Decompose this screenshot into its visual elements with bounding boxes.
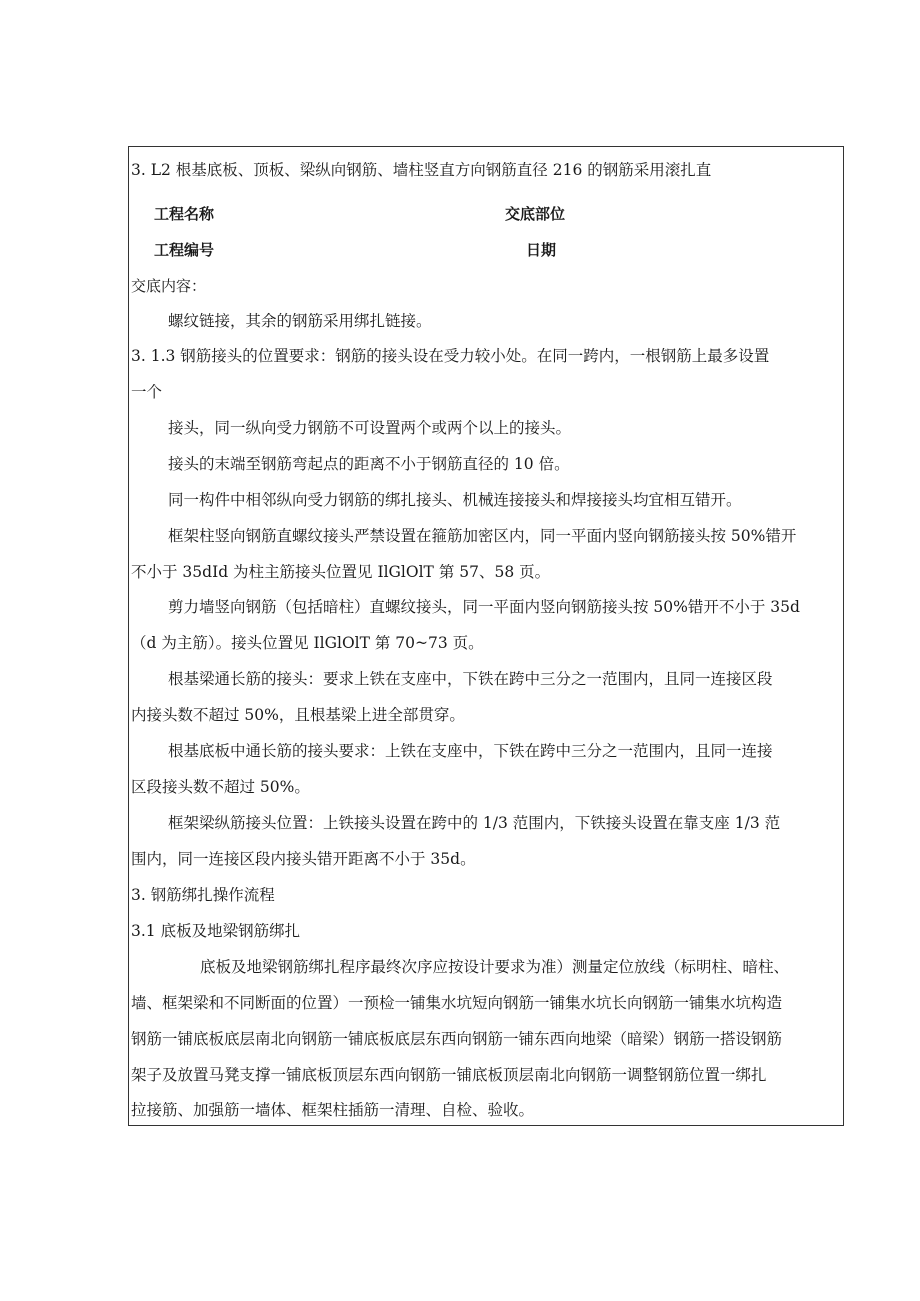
project-name-label: 工程名称: [154, 205, 215, 223]
body-line: 接头，同一纵向受力钢筋不可设置两个或两个以上的接头。: [168, 419, 572, 437]
body-line: 拉接筋、加强筋一墙体、框架柱插筋一清理、自检、验收。: [131, 1101, 535, 1119]
body-line: 螺纹链接，其余的钢筋采用绑扎链接。: [168, 312, 432, 330]
section-heading: 3. 钢筋绑扎操作流程: [131, 886, 275, 904]
handover-part-label: 交底部位: [505, 205, 566, 223]
body-line: 剪力墙竖向钢筋（包括暗柱）直螺纹接头，同一平面内竖向钢筋接头按 50%错开不小于 35d: [168, 598, 800, 616]
body-line: 架子及放置马凳支撑一铺底板顶层东西向钢筋一铺底板顶层南北向钢筋一调整钢筋位置一绑扎: [131, 1066, 767, 1084]
project-code-label: 工程编号: [154, 241, 215, 259]
body-line: 接头的末端至钢筋弯起点的距离不小于钢筋直径的 10 倍。: [168, 455, 570, 473]
body-line: 墙、框架梁和不同断面的位置）一预检一铺集水坑短向钢筋一铺集水坑长向钢筋一铺集水坑构造: [131, 994, 783, 1012]
subsection-heading: 3.1 底板及地梁钢筋绑扎: [131, 922, 301, 940]
intro-line: 3. L2 根基底板、顶板、梁纵向钢筋、墙柱竖直方向钢筋直径 216 的钢筋采用滚扎直: [131, 161, 712, 179]
body-line: 区段接头数不超过 50%。: [131, 778, 310, 796]
body-line: 钢筋一铺底板底层南北向钢筋一铺底板底层东西向钢筋一铺东西向地梁（暗梁）钢筋一搭设钢筋: [131, 1030, 783, 1048]
body-line: 围内，同一连接区段内接头错开距离不小于 35d。: [131, 850, 476, 868]
body-line: 同一构件中相邻纵向受力钢筋的绑扎接头、机械连接接头和焊接接头均宜相互错开。: [168, 491, 742, 509]
body-line: 框架柱竖向钢筋直螺纹接头严禁设置在箍筋加密区内，同一平面内竖向钢筋接头按 50%错开: [168, 527, 797, 545]
body-line: 一个: [131, 383, 163, 401]
body-line: 根基梁通长筋的接头：要求上铁在支座中，下铁在跨中三分之一范围内，且同一连接区段: [168, 670, 773, 688]
date-label: 日期: [526, 241, 557, 259]
body-line: 不小于 35dId 为柱主筋接头位置见 IlGlOlT 第 57、58 页。: [131, 563, 551, 581]
body-line: 内接头数不超过 50%，且根基梁上进全部贯穿。: [131, 706, 465, 724]
body-line: （d 为主筋）。接头位置见 IlGlOlT 第 70~73 页。: [131, 634, 484, 652]
body-line: 3. 1.3 钢筋接头的位置要求：钢筋的接头设在受力较小处。在同一跨内，一根钢筋上最多设置: [131, 347, 770, 365]
content-label: 交底内容：: [131, 277, 207, 295]
body-line: 框架梁纵筋接头位置：上铁接头设置在跨中的 1/3 范围内，下铁接头设置在靠支座 1/3 范: [168, 814, 781, 832]
body-line: 底板及地梁钢筋绑扎程序最终次序应按设计要求为准）测量定位放线（标明柱、暗柱、: [200, 958, 790, 976]
body-line: 根基底板中通长筋的接头要求：上铁在支座中，下铁在跨中三分之一范围内，且同一连接: [168, 742, 773, 760]
